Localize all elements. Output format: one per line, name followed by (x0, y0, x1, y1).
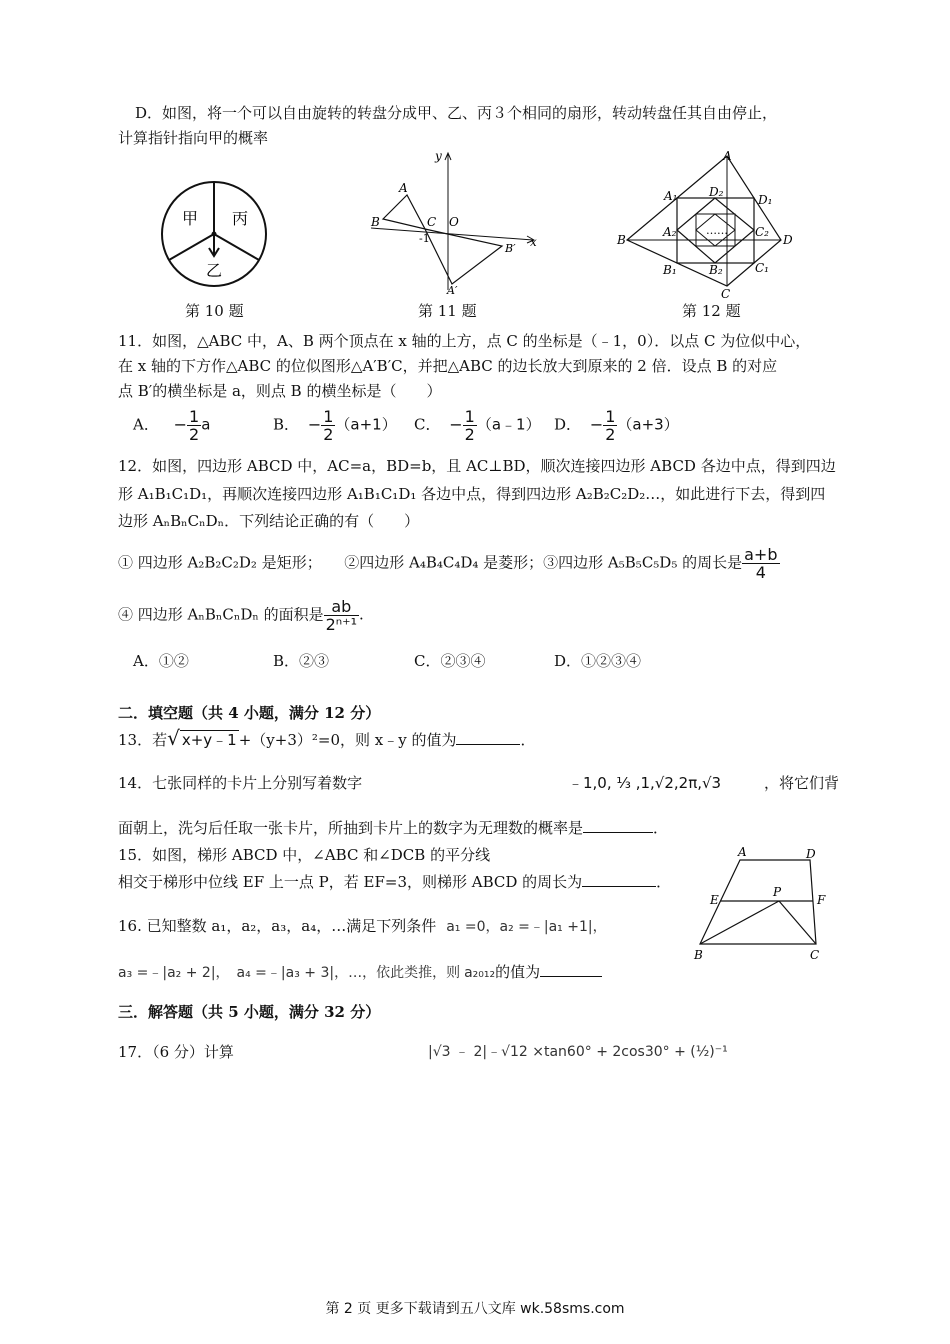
label-b: B (617, 233, 626, 247)
q12-option-c[interactable]: C．②③④ (414, 652, 486, 670)
label-b: B (694, 948, 703, 962)
q12-option-a[interactable]: A．①② (133, 652, 189, 670)
label-c: C (427, 215, 437, 229)
label-b1: B₁ (663, 263, 677, 277)
label-a: A (723, 149, 732, 163)
label-d1: D₁ (758, 193, 773, 207)
label-c2: C₂ (755, 225, 769, 239)
label-b-prime: B′ (505, 242, 516, 255)
label-a1: A₁ (664, 189, 678, 203)
label-dots: …… (706, 224, 728, 237)
label-e: E (710, 893, 719, 907)
q12-statement-1-3: ① 四边形 A₂B₂C₂D₂ 是矩形； ②四边形 A₄B₄C₄D₄ 是菱形；③四边形 A₅B₅C₅D₅ 的周长是 $\frac{a+b}{4}$ (118, 545, 778, 582)
page-footer: 第 2 页 更多下载请到五八文库 wk.58sms.com (325, 1301, 625, 1317)
q11-line3: 点 B′的横坐标是 a，则点 B 的横坐标是（ ） (118, 382, 442, 400)
spinner-divider-right (214, 234, 259, 260)
label-p: P (773, 885, 782, 899)
section-3-heading: 三．解答题（共 5 小题，满分 32 分） (118, 1003, 381, 1021)
figure-10-caption: 第 10 题 (185, 302, 244, 320)
label-d: D (783, 233, 793, 247)
label-d2: D₂ (709, 185, 724, 199)
label-minus-one: -1 (419, 232, 430, 245)
q14-answer-blank[interactable] (583, 818, 653, 833)
label-c: C (721, 287, 731, 300)
x-axis (371, 228, 533, 240)
q14-line2: 面朝上，洗匀后任取一张卡片，所抽到卡片上的数字为无理数的概率是 ． (118, 819, 669, 837)
label-o: O (449, 215, 459, 229)
q11-option-b[interactable]: B． − $\frac{1}{2}$ （a+1） (273, 407, 397, 444)
label-c1: C₁ (755, 261, 769, 275)
figure-12-caption: 第 12 题 (682, 302, 741, 320)
spinner-divider-left (169, 234, 214, 260)
sector-label-bing: 丙 (232, 209, 249, 228)
label-a: A (399, 181, 408, 195)
q16-line1: 16. 已知整数 a₁，a₂，a₃，a₄，…满足下列条件 a₁ =0，a₂ =﹣|a₁ +1|， (118, 917, 607, 935)
bisector-cp (779, 901, 816, 944)
label-d: D (806, 847, 816, 861)
label-b: B (371, 215, 380, 229)
sector-label-yi: 乙 (206, 261, 223, 280)
figure-11-similar-triangles (365, 148, 545, 296)
label-a: A (738, 845, 747, 859)
label-y: y (435, 149, 442, 163)
label-x: x (530, 235, 537, 249)
q13-answer-blank[interactable] (456, 730, 520, 745)
label-b2: B₂ (709, 263, 723, 277)
q11-option-d[interactable]: D． − $\frac{1}{2}$ （a+3） (554, 407, 679, 444)
spinner-center (212, 232, 217, 237)
q11-option-c[interactable]: C． − $\frac{1}{2}$ （a﹣1） (414, 407, 541, 444)
q11-option-a[interactable]: A． − $\frac{1}{2}$ a (133, 407, 211, 444)
q12-option-d[interactable]: D．①②③④ (554, 652, 642, 670)
q10-text-line1: D．如图，将一个可以自由旋转的转盘分成甲、乙、丙３个相同的扇形，转动转盘任其自由停止， (135, 104, 778, 122)
q13: 13．若√ x+y﹣1 +（y+3）²=0，则 x﹣y 的值为 ． (118, 726, 536, 750)
label-a2: A₂ (663, 225, 677, 239)
q11-line2: 在 x 轴的下方作△ABC 的位似图形△A′B′C，并把△ABC 的边长放大到原来的 2 倍．设点 B 的对应 (118, 357, 778, 375)
figure-15-trapezoid (692, 844, 834, 964)
q12-statement-4: ④ 四边形 AₙBₙCₙDₙ 的面积是 $\frac{ab}{\text{2ⁿ⁺¹}}$ . (118, 597, 364, 634)
q14-line1-suffix: ，将它们背 (764, 774, 840, 792)
q15-answer-blank[interactable] (582, 872, 656, 887)
q11-line1: 11．如图，△ABC 中，A、B 两个顶点在 x 轴的上方，点 C 的坐标是（﹣1，0）．以点 C 为位似中心， (118, 332, 811, 350)
q10-text-line2: 计算指针指向甲的概率 (118, 129, 269, 147)
q12-option-b[interactable]: B．②③ (273, 652, 330, 670)
triangle-abc (383, 195, 425, 229)
q12-line2: 形 A₁B₁C₁D₁，再顺次连接四边形 A₁B₁C₁D₁ 各边中点，得到四边形 A₂B₂C₂D₂…，如此进行下去，得到四 (118, 485, 826, 503)
q17-expression: |√3 ﹣ 2|﹣√12 ×tan60° + 2cos30° + (½)⁻¹ (428, 1044, 728, 1060)
figure-12-nested-quadrilaterals (615, 148, 815, 300)
bisector-bp (700, 901, 779, 944)
q12-line1: 12．如图，四边形 ABCD 中，AC=a，BD=b，且 AC⊥BD，顺次连接四边形 ABCD 各边中点，得到四边 (118, 457, 836, 475)
sector-label-jia: 甲 (182, 209, 199, 228)
q16-line2: a₃ =﹣|a₂ + 2|， a₄ =﹣|a₃ + 3|，…，依此类推，则 a₂₀₁₂的值为 (118, 962, 602, 983)
q15-line1: 15．如图，梯形 ABCD 中，∠ABC 和∠DCB 的平分线 (118, 846, 491, 864)
figure-10-spinner (158, 176, 270, 292)
label-a-prime: A′ (447, 284, 458, 296)
q12-line3: 边形 AₙBₙCₙDₙ．下列结论正确的有（ ） (118, 512, 420, 530)
label-f: F (817, 893, 826, 907)
figure-11-caption: 第 11 题 (418, 302, 477, 320)
q14-numbers: ﹣1,0, ⅓ ,1,√2,2π,√3 (568, 774, 722, 792)
q14-line1-prefix: 14．七张同样的卡片上分别写着数字 (118, 774, 363, 792)
label-c: C (810, 948, 820, 962)
q15-line2: 相交于梯形中位线 EF 上一点 P，若 EF=3，则梯形 ABCD 的周长为 ． (118, 873, 672, 891)
section-2-heading: 二．填空题（共 4 小题，满分 12 分） (118, 704, 381, 722)
q17-label: 17．（6 分）计算 (118, 1043, 234, 1061)
q16-answer-blank[interactable] (540, 962, 602, 977)
